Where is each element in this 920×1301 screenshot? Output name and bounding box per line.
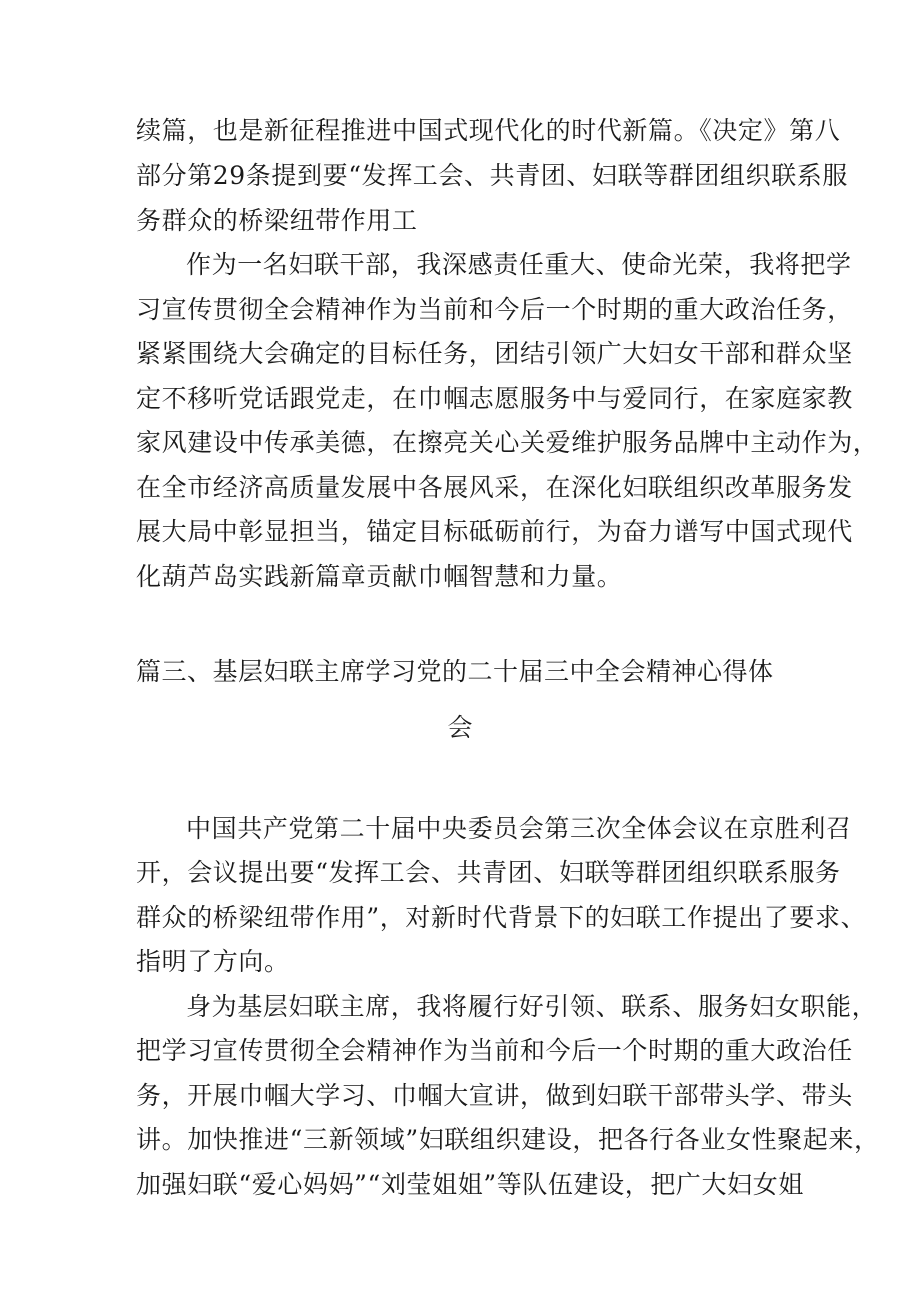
paragraph-4-line-3: 务，开展巾帼大学习、巾帼大宣讲，做到妇联干部带头学、带头 (136, 1081, 853, 1110)
paragraph-2-line-6: 在全市经济高质量发展中各展风采，在深化妇联组织改革服务发 (136, 473, 853, 502)
section-heading: 篇三、基层妇联主席学习党的二十届三中全会精神心得体 (136, 657, 774, 686)
paragraph-3-line-1: 中国共产党第二十届中央委员会第三次全体会议在京胜利召 (186, 814, 852, 843)
paragraph-2-line-1: 作为一名妇联干部，我深感责任重大、使命光荣，我将把学 (186, 250, 852, 279)
paragraph-2-line-5: 家风建设中传承美德，在擦亮关心关爱维护服务品牌中主动作为， (136, 428, 879, 457)
paragraph-4-line-2: 把学习宣传贯彻全会精神作为当前和今后一个时期的重大政治任 (136, 1036, 853, 1065)
paragraph-3-line-2: 开，会议提出要“发挥工会、共青团、妇联等群团组织联系服务 (136, 858, 841, 887)
paragraph-2-line-4: 定不移听党话跟党走，在巾帼志愿服务中与爱同行，在家庭家教 (136, 384, 853, 413)
paragraph-4-line-1: 身为基层妇联主席，我将履行好引领、联系、服务妇女职能， (186, 992, 878, 1021)
paragraph-2-line-2: 习宣传贯彻全会精神作为当前和今后一个时期的重大政治任务， (136, 295, 853, 324)
paragraph-3-line-4: 指明了方向。 (136, 947, 290, 976)
section-heading-continuation: 会 (447, 713, 473, 742)
paragraph-3-line-3: 群众的桥梁纽带作用”，对新时代背景下的妇联工作提出了要求、 (136, 903, 867, 932)
paragraph-1-line-3: 务群众的桥梁纽带作用工 (136, 206, 418, 235)
paragraph-2-line-7: 展大局中彰显担当，锚定目标砥砺前行，为奋力谱写中国式现代 (136, 517, 853, 546)
paragraph-2-line-3: 紧紧围绕大会确定的目标任务，团结引领广大妇女干部和群众坚 (136, 339, 853, 368)
paragraph-4-line-5: 加强妇联“爱心妈妈”“刘莹姐姐”等队伍建设，把广大妇女姐 (136, 1170, 804, 1199)
paragraph-1-line-2: 部分第29条提到要“发挥工会、共青团、妇联等群团组织联系服 (136, 161, 848, 190)
paragraph-2-line-8: 化葫芦岛实践新篇章贡献巾帼智慧和力量。 (136, 562, 623, 591)
paragraph-4-line-4: 讲。加快推进“三新领域”妇联组织建设，把各行各业女性聚起来， (136, 1125, 880, 1154)
paragraph-1-line-1: 续篇，也是新征程推进中国式现代化的时代新篇。《决定》第八 (136, 116, 841, 145)
